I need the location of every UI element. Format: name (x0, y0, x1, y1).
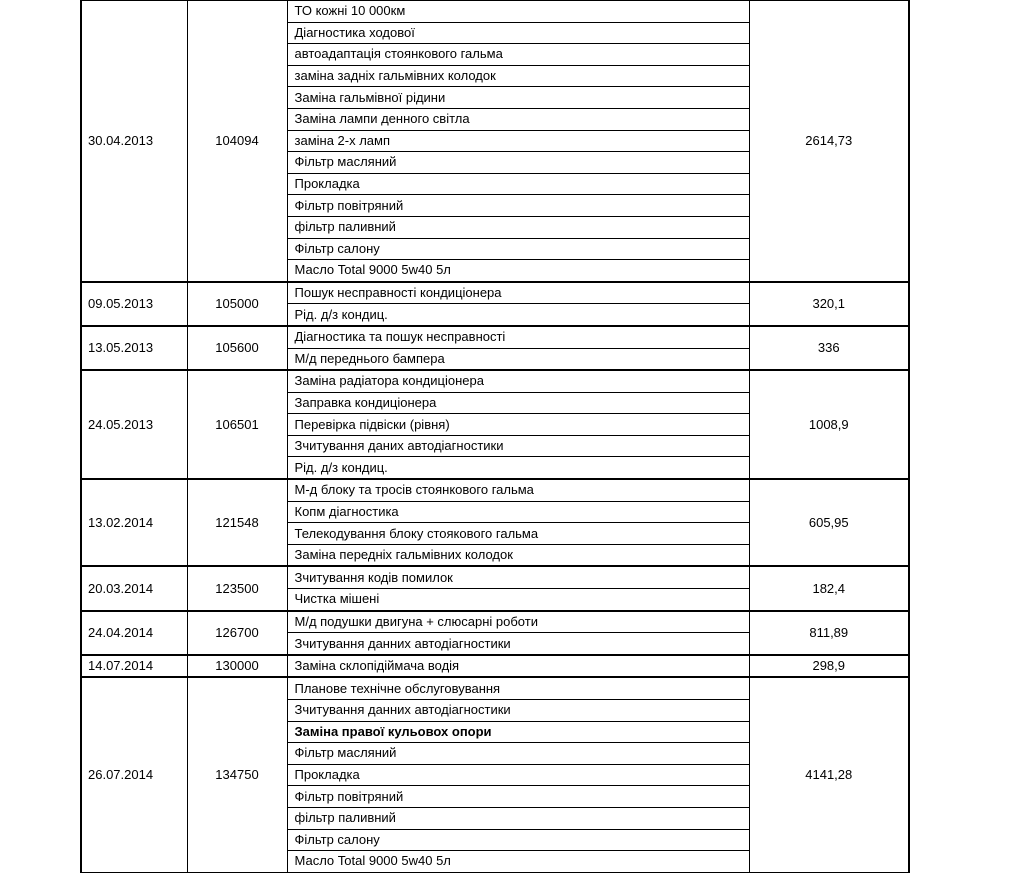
work-item-cell: М/д подушки двигуна + слюсарні роботи (287, 611, 749, 633)
work-item-cell: ТО кожні 10 000км (287, 1, 749, 23)
mileage-cell: 130000 (187, 655, 287, 678)
table-row (81, 479, 909, 501)
work-item-cell: Перевірка підвіски (рівня) (287, 414, 749, 436)
work-item-cell: Планове технічне обслуговування (287, 677, 749, 699)
work-item-cell: Копм діагностика (287, 501, 749, 523)
mileage-cell: 104094 (187, 1, 287, 282)
work-item-cell: заміна задніх гальмівних колодок (287, 65, 749, 87)
mileage-cell: 105000 (187, 282, 287, 326)
mileage-cell: 134750 (187, 677, 287, 872)
table-row (81, 326, 909, 348)
table-row (81, 655, 909, 678)
service-date-cell: 24.05.2013 (81, 370, 187, 479)
mileage-cell: 121548 (187, 479, 287, 566)
work-item-cell: Заправка кондиціонера (287, 392, 749, 414)
work-item-cell: Фільтр салону (287, 238, 749, 260)
table-row (81, 566, 909, 588)
total-cost-cell: 4141,28 (749, 677, 909, 872)
work-item-cell: Прокладка (287, 173, 749, 195)
service-date-cell: 14.07.2014 (81, 655, 187, 678)
work-item-cell: Зчитування данних автодіагностики (287, 700, 749, 722)
work-item-cell: Пошук несправності кондиціонера (287, 282, 749, 304)
work-item-cell: Рід. д/з кондиц. (287, 304, 749, 326)
total-cost-cell: 2614,73 (749, 1, 909, 282)
service-date-cell: 26.07.2014 (81, 677, 187, 872)
service-date-cell: 09.05.2013 (81, 282, 187, 326)
work-item-cell: Зчитування даних автодіагностики (287, 435, 749, 457)
work-item-cell: Фільтр повітряний (287, 195, 749, 217)
work-item-cell: Фільтр масляний (287, 152, 749, 174)
work-item-cell: Фільтр салону (287, 829, 749, 851)
table-row (81, 677, 909, 699)
total-cost-cell: 1008,9 (749, 370, 909, 479)
work-item-cell: Діагностика ходової (287, 22, 749, 44)
work-item-cell: Фільтр масляний (287, 743, 749, 765)
work-item-cell: Зчитування кодів помилок (287, 566, 749, 588)
mileage-cell: 126700 (187, 611, 287, 655)
total-cost-cell: 320,1 (749, 282, 909, 326)
work-item-cell: Телекодування блоку стоякового гальма (287, 523, 749, 545)
mileage-cell: 106501 (187, 370, 287, 479)
work-item-cell: заміна 2-х ламп (287, 130, 749, 152)
work-item-cell: Чистка мішені (287, 589, 749, 611)
total-cost-cell: 298,9 (749, 655, 909, 678)
work-item-cell: Заміна правої кульовох опори (287, 721, 749, 743)
work-item-cell: Масло Total 9000 5w40 5л (287, 260, 749, 282)
service-date-cell: 20.03.2014 (81, 566, 187, 610)
work-item-cell: автоадаптація стоянкового гальма (287, 44, 749, 66)
work-item-cell: Заміна лампи денного світла (287, 108, 749, 130)
work-item-cell: Заміна радіатора кондиціонера (287, 370, 749, 392)
work-item-cell: фільтр паливний (287, 216, 749, 238)
table-row (81, 282, 909, 304)
total-cost-cell: 336 (749, 326, 909, 370)
table-row (81, 370, 909, 392)
service-date-cell: 24.04.2014 (81, 611, 187, 655)
service-date-cell: 13.02.2014 (81, 479, 187, 566)
work-item-cell: Прокладка (287, 764, 749, 786)
table-row (81, 611, 909, 633)
service-date-cell: 30.04.2013 (81, 1, 187, 282)
work-item-cell: М/д переднього бампера (287, 348, 749, 370)
work-item-cell: Заміна склопідіймача водія (287, 655, 749, 678)
service-date-cell: 13.05.2013 (81, 326, 187, 370)
mileage-cell: 105600 (187, 326, 287, 370)
work-item-cell: Масло Total 9000 5w40 5л (287, 851, 749, 873)
service-history-table (80, 0, 910, 873)
work-item-cell: Заміна передніх гальмівних колодок (287, 544, 749, 566)
total-cost-cell: 605,95 (749, 479, 909, 566)
service-history-body (81, 1, 909, 873)
total-cost-cell: 811,89 (749, 611, 909, 655)
work-item-cell: Фільтр повітряний (287, 786, 749, 808)
work-item-cell: Діагностика та пошук несправності (287, 326, 749, 348)
work-item-cell: Рід. д/з кондиц. (287, 457, 749, 479)
work-item-cell: Заміна гальмівної рідини (287, 87, 749, 109)
mileage-cell: 123500 (187, 566, 287, 610)
work-item-cell: фільтр паливний (287, 807, 749, 829)
work-item-cell: Зчитування данних автодіагностики (287, 633, 749, 655)
total-cost-cell: 182,4 (749, 566, 909, 610)
work-item-cell: М-д блоку та тросів стоянкового гальма (287, 479, 749, 501)
table-row (81, 1, 909, 23)
